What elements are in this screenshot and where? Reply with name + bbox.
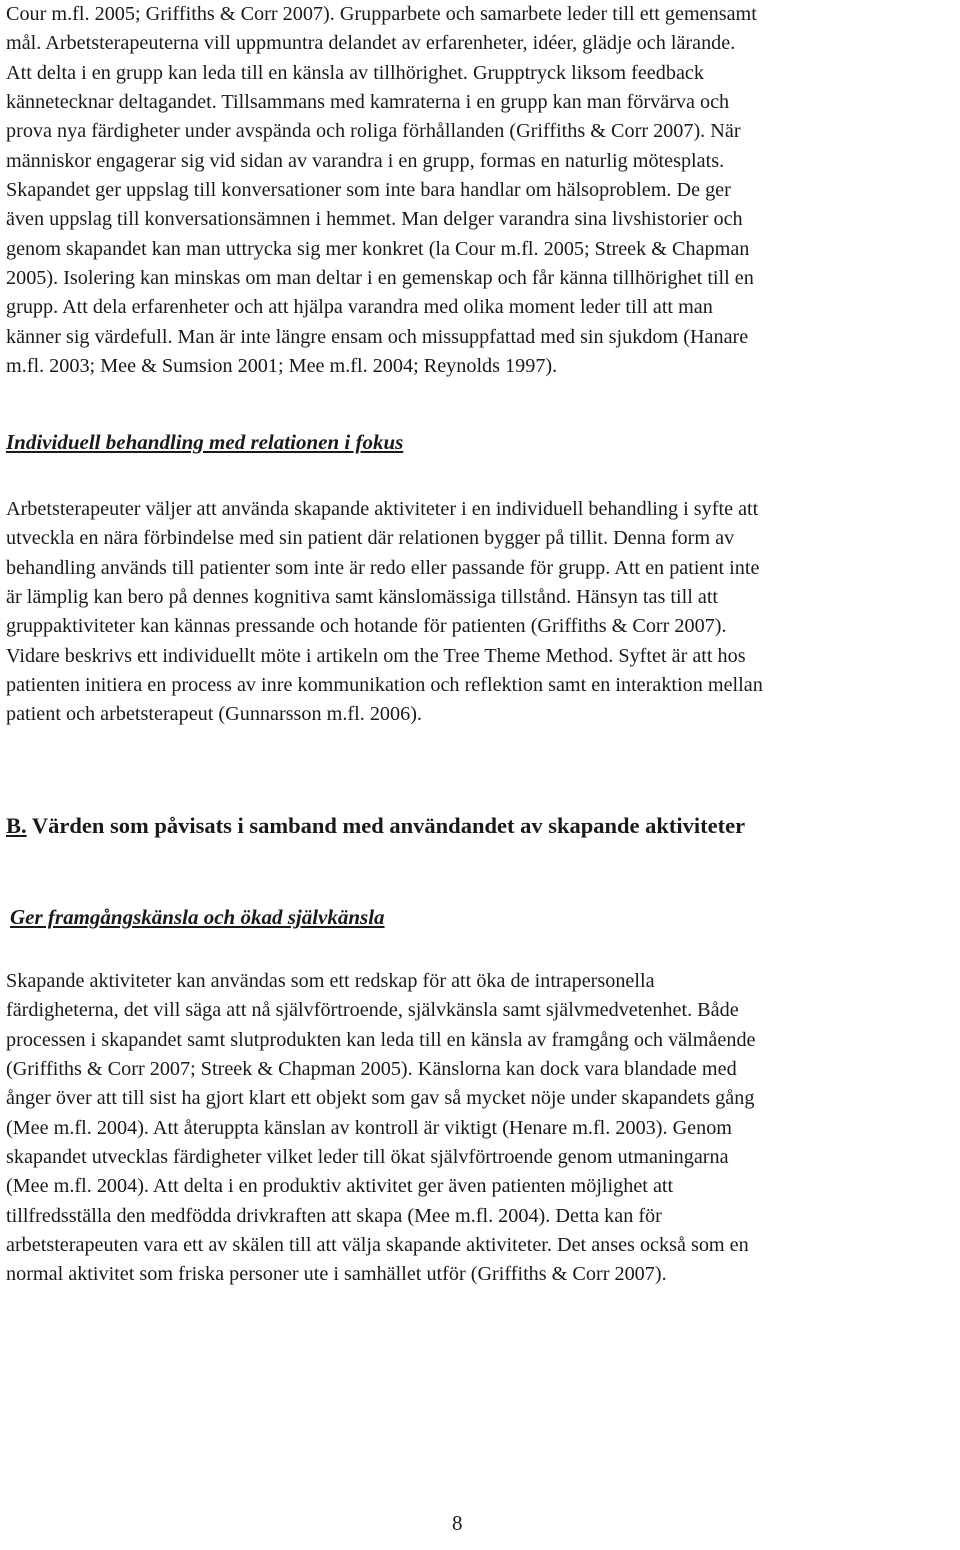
text-line: Cour m.fl. 2005; Griffiths & Corr 2007). Grupparbete och samarbete leder till ett gemensamt	[6, 3, 757, 25]
text-line: m.fl. 2003; Mee & Sumsion 2001; Mee m.fl. 2004; Reynolds 1997).	[6, 355, 558, 378]
text-line: patient och arbetsterapeut (Gunnarsson m.fl. 2006).	[6, 703, 422, 726]
text-line: Arbetsterapeuter väljer att använda skapande aktiviteter i en individuell behandling i syfte att	[6, 498, 759, 520]
text-line: även uppslag till konversationsämnen i hemmet. Man delger varandra sina livshistorier och	[6, 208, 743, 231]
paragraph-success-self-esteem	[6, 967, 756, 1290]
text-line: patienten initiera en process av inre kommunikation och reflektion samt en interaktion mellan	[6, 674, 763, 697]
text-line: Skapande aktiviteter kan användas som ett redskap för att öka de intrapersonella	[6, 970, 655, 992]
text-line: genom skapandet kan man uttrycka sig mer konkret (la Cour m.fl. 2005; Streek & Chapman	[6, 237, 750, 260]
section-title: Värden som påvisats i samband med användandet av skapande aktiviteter	[26, 813, 746, 838]
text-line: Vidare beskrivs ett individuellt möte i artikeln om the Tree Theme Method. Syftet är att hos	[6, 644, 746, 667]
text-line: behandling används till patienter som inte är redo eller passande för grupp. Att en patient inte	[6, 556, 760, 579]
text-line: mål. Arbetsterapeuterna vill uppmuntra delandet av erfarenheter, idéer, glädje och lärande.	[6, 32, 736, 55]
subheading-success-self-esteem: Ger framgångskänsla och ökad självkänsla	[10, 905, 385, 929]
text-line: prova nya färdigheter under avspända och roliga förhållanden (Griffiths & Corr 2007). När	[6, 120, 741, 143]
text-line: utveckla en nära förbindelse med sin patient där relationen bygger på tillit. Denna form av	[6, 527, 735, 550]
text-line: 2005). Isolering kan minskas om man deltar i en gemenskap och får känna tillhörighet till en	[6, 267, 754, 290]
text-line: (Mee m.fl. 2004). Att delta i en produktiv aktivitet ger även patienten möjlighet att	[6, 1175, 674, 1198]
text-line: skapandet utvecklas färdigheter vilket leder till ökat självförtroende genom utmaningarna	[6, 1146, 729, 1169]
text-line: ånger över att till sist ha gjort klart ett objekt som gav så mycket nöje under skapandets gång	[6, 1087, 755, 1110]
text-line: tillfredsställa den medfödda drivkraften att skapa (Mee m.fl. 2004). Detta kan för	[6, 1204, 662, 1227]
page-number: 8	[452, 1511, 463, 1535]
text-line: arbetsterapeuten vara ett av skälen till att välja skapande aktiviteter. Det anses också som en	[6, 1234, 749, 1257]
text-line: känner sig värdefull. Man är inte längre ensam och missuppfattad med sin sjukdom (Hanare	[6, 325, 749, 348]
text-line: kännetecknar deltagandet. Tillsammans med kamraterna i en grupp kan man förvärva och	[6, 91, 730, 114]
text-line: gruppaktiviteter kan kännas pressande och hotande för patienten (Griffiths & Corr 2007).	[6, 615, 727, 638]
text-line: (Mee m.fl. 2004). Att återuppta känslan av kontroll är viktigt (Henare m.fl. 2003). Genom	[6, 1116, 733, 1139]
text-line: färdigheterna, det vill säga att nå självförtroende, självkänsla samt självmedvetenhet. Både	[6, 999, 739, 1022]
section-letter: B.	[6, 813, 27, 838]
paragraph-group-work	[6, 0, 757, 381]
text-line: Skapandet ger uppslag till konversationer som inte bara handlar om hälsoproblem. De ger	[6, 179, 731, 202]
text-line: (Griffiths & Corr 2007; Streek & Chapman 2005). Känslorna kan dock vara blandade med	[6, 1058, 737, 1081]
text-line: grupp. Att dela erfarenheter och att hjälpa varandra med olika moment leder till att man	[6, 296, 713, 319]
paragraph-individual-treatment	[6, 495, 763, 730]
text-line: normal aktivitet som friska personer ute i samhället utför (Griffiths & Corr 2007).	[6, 1263, 667, 1286]
subheading-individual-treatment: Individuell behandling med relationen i fokus	[6, 430, 404, 454]
text-line: är lämplig kan bero på dennes kognitiva samt känslomässiga tillstånd. Hänsyn tas till att	[6, 586, 719, 609]
text-line: Att delta i en grupp kan leda till en känsla av tillhörighet. Grupptryck liksom feedback	[6, 61, 704, 84]
text-line: processen i skapandet samt slutprodukten kan leda till en känsla av framgång och välmående	[6, 1028, 756, 1051]
text-line: människor engagerar sig vid sidan av varandra i en grupp, formas en naturlig mötesplats.	[6, 149, 725, 172]
section-heading	[6, 813, 745, 839]
